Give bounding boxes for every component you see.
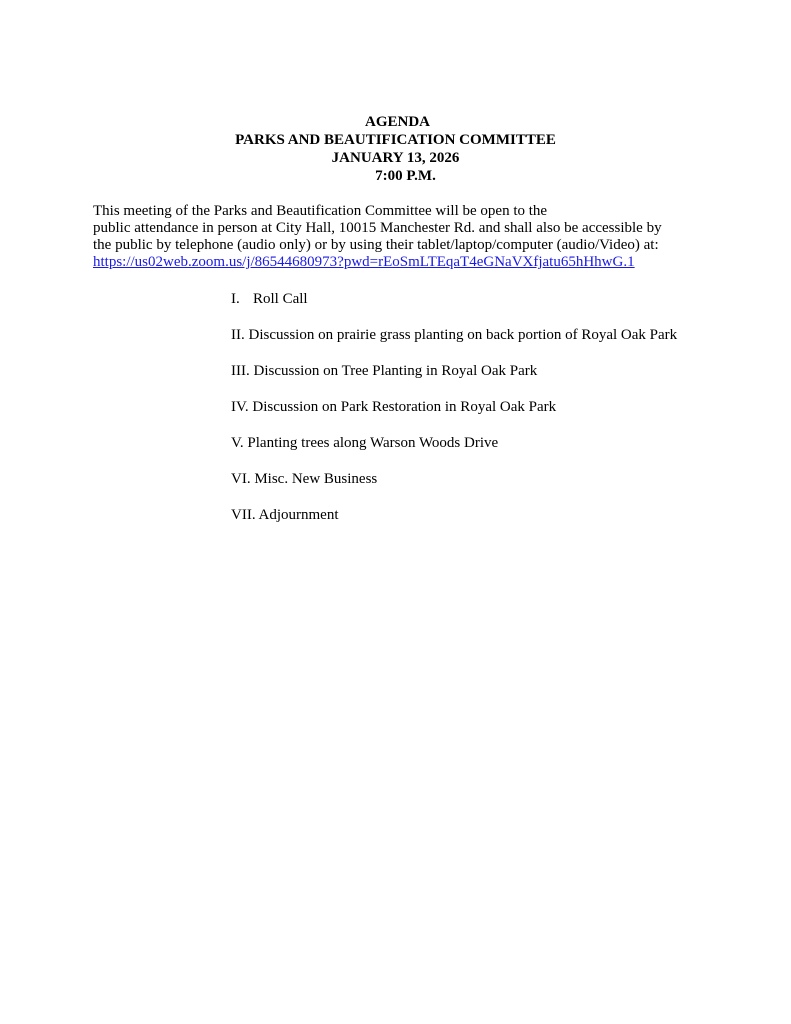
- committee-name: PARKS AND BEAUTIFICATION COMMITTEE: [235, 132, 556, 148]
- zoom-link-line: [93, 254, 733, 271]
- notice-line-3: the public by telephone (audio only) or by using their tablet/laptop/computer (audio/Video) at:: [93, 237, 659, 253]
- notice-line-1: This meeting of the Parks and Beautification Committee will be open to the: [93, 203, 548, 219]
- agenda-item: [231, 362, 751, 398]
- agenda-item-text: Discussion on prairie grass planting on back portion of Royal Oak Park: [248, 327, 678, 343]
- agenda-item: [231, 290, 751, 326]
- agenda-item-numeral: II.: [231, 327, 245, 343]
- agenda-item: [231, 506, 751, 542]
- agenda-item-numeral: I.: [231, 291, 240, 307]
- agenda-item-numeral: VI.: [231, 471, 251, 487]
- agenda-item: [231, 434, 751, 470]
- agenda-item-numeral: III.: [231, 363, 250, 379]
- agenda-item-text: Adjournment: [258, 507, 339, 523]
- agenda-item-text: Discussion on Tree Planting in Royal Oak Park: [253, 363, 538, 379]
- agenda-item-text: Misc. New Business: [254, 471, 378, 487]
- notice-line-2: public attendance in person at City Hall, 10015 Manchester Rd. and shall also be accessible by: [93, 220, 662, 236]
- agenda-item-numeral: V.: [231, 435, 244, 451]
- agenda-item-text: Planting trees along Warson Woods Drive: [247, 435, 499, 451]
- agenda-item-text: Discussion on Park Restoration in Royal Oak Park: [252, 399, 557, 415]
- agenda-list: [231, 290, 751, 542]
- agenda-item-numeral: IV.: [231, 399, 249, 415]
- meeting-date: JANUARY 13, 2026: [331, 150, 460, 166]
- agenda-item: [231, 326, 751, 362]
- agenda-item: [231, 470, 751, 506]
- agenda-title: AGENDA: [364, 114, 430, 130]
- meeting-notice: [93, 203, 733, 271]
- agenda-item-text: Roll Call: [253, 291, 308, 307]
- agenda-item: [231, 398, 751, 434]
- agenda-item-numeral: VII.: [231, 507, 256, 523]
- meeting-time: 7:00 P.M.: [375, 168, 436, 184]
- zoom-meeting-link[interactable]: https://us02web.zoom.us/j/86544680973?pwd=rEoSmLTEqaT4eGNaVXfjatu65hHhwG.1: [93, 254, 635, 270]
